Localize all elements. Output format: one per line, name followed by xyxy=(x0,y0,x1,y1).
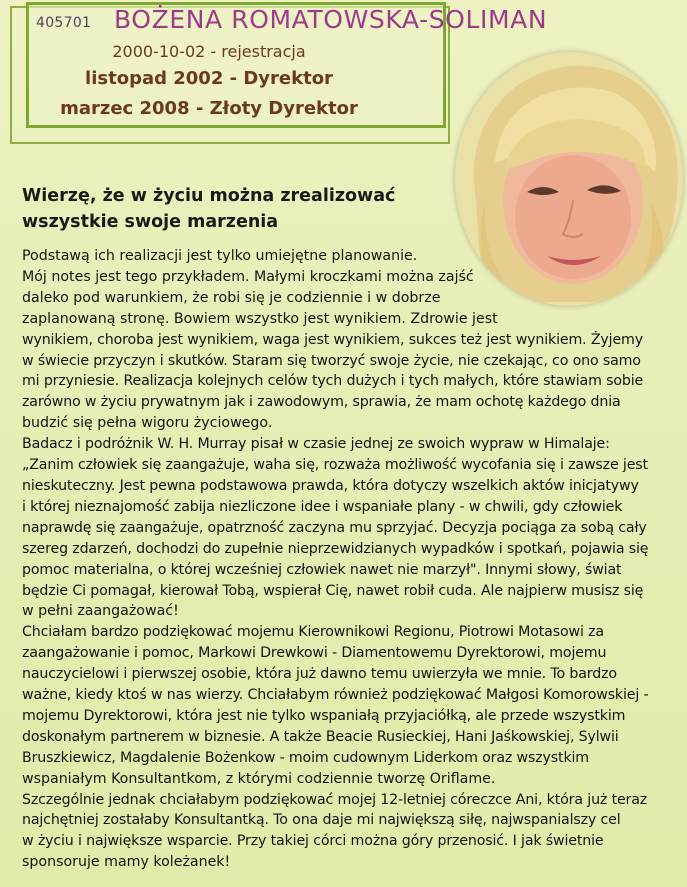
body-line: wynikiem, choroba jest wynikiem, waga jest wynikiem, sukces też jest wynikiem. Żyjemy xyxy=(22,331,643,348)
body-line: zaplanowaną stronę. Bowiem wszystko jest wynikiem. Zdrowie jest xyxy=(22,310,498,327)
body-line: zaangażowanie i pomoc, Markowi Drewkowi - Diamentowemu Dyrektorowi, mojemu xyxy=(22,645,607,662)
director-date: listopad 2002 - Dyrektor xyxy=(85,68,333,89)
body-line: będzie Ci pomagał, kierował Tobą, wspierał Cię, nawet robił cuda. Ale najpierw musisz się xyxy=(22,582,644,599)
body-line: sponsoruje mamy koleżanek! xyxy=(22,854,231,871)
consultant-id: 405701 xyxy=(36,15,92,31)
body-line: ważne, kiedy ktoś w nas wierzy. Chciałabym również podziękować Małgosi Komorowskiej - xyxy=(22,687,649,704)
body-line: Bruszkiewicz, Magdalenie Bożenkow - moim cudownym Liderkom oraz wszystkim xyxy=(22,749,589,766)
gold-director-date: marzec 2008 - Złoty Dyrektor xyxy=(60,98,358,119)
registration-date: 2000-10-02 - rejestracja xyxy=(112,42,306,61)
body-line: Mój notes jest tego przykładem. Małymi kroczkami można zajść xyxy=(22,268,474,285)
body-line: i której nieznajomość zabija niezliczone idee i wspaniałe plany - w chwili, gdy człowiek xyxy=(22,498,623,515)
body-line: pomoc materialna, o której wcześniej człowiek nawet nie marzył". Innymi słowy, świat xyxy=(22,561,622,578)
body-line: w życiu i największe wsparcie. Przy takiej córci można góry przenosić. I jak świetnie xyxy=(22,833,604,850)
body-line: w pełni zaangażować! xyxy=(22,603,179,620)
headline xyxy=(22,183,452,235)
body-line: w świecie przyczyn i skutków. Staram się tworzyć swoje życie, nie czekając, co ono samo xyxy=(22,352,641,369)
headline-line: wszystkie swoje marzenia xyxy=(22,212,279,232)
body-line: wspaniałym Konsultantkom, z którymi codziennie tworzę Oriflame. xyxy=(22,770,496,787)
body-line: najchętniej zostałaby Konsultantką. To ona daje mi największą siłę, najwspanialszy cel xyxy=(22,812,621,829)
body-line: doskonałym partnerem w biznesie. A także Beacie Rusieckiej, Hani Jaśkowskiej, Sylwii xyxy=(22,728,619,745)
article-body xyxy=(22,246,682,873)
consultant-name: BOŻENA ROMATOWSKA-SOLIMAN xyxy=(114,5,548,34)
body-line: Chciałam bardzo podziękować mojemu Kierownikowi Regionu, Piotrowi Motasowi za xyxy=(22,624,604,641)
body-line: szereg zdarzeń, dochodzi do zupełnie nieprzewidzianych wypadków i spotkań, pojawia się xyxy=(22,540,649,557)
body-line: Podstawą ich realizacji jest tylko umiejętne planowanie. xyxy=(22,248,418,264)
body-line: naprawdę się zaangażuje, opatrzność zaczyna mu sprzyjać. Decyzja pociąga za sobą cały xyxy=(22,519,647,536)
body-line: mi przyniesie. Realizacja kolejnych celów tych dużych i tych małych, które stawiam sobie xyxy=(22,373,644,390)
body-line: budzić się pełna wigoru życiowego. xyxy=(22,415,273,432)
body-line: daleko pod warunkiem, że robi się je codziennie i w dobrze xyxy=(22,289,441,306)
body-line: mojemu Dyrektorowi, która jest nie tylko wspaniałą przyjaciółką, ale przede wszystkim xyxy=(22,707,626,724)
body-line: nauczycielowi i pierwszej osobie, która już dawno temu uwierzyła we mnie. To bardzo xyxy=(22,666,617,683)
body-line: „Zanim człowiek się zaangażuje, waha się, rozważa możliwość wycofania się i zawsze jest xyxy=(22,457,648,474)
body-line: Badacz i podróżnik W. H. Murray pisał w czasie jednej ze swoich wypraw w Himalaje: xyxy=(22,436,610,453)
headline-line: Wierzę, że w życiu można zrealizować xyxy=(22,186,396,206)
body-line: nieskuteczny. Jest pewna podstawowa prawda, która dotyczy wszelkich aktów inicjatywy xyxy=(22,477,639,494)
body-line: Szczególnie jednak chciałabym podziękować mojej 12-letniej córeczce Ani, która już teraz xyxy=(22,791,648,808)
body-line: zarówno w życiu prywatnym jak i zawodowym, sprawia, że mam ochotę każdego dnia xyxy=(22,394,621,411)
